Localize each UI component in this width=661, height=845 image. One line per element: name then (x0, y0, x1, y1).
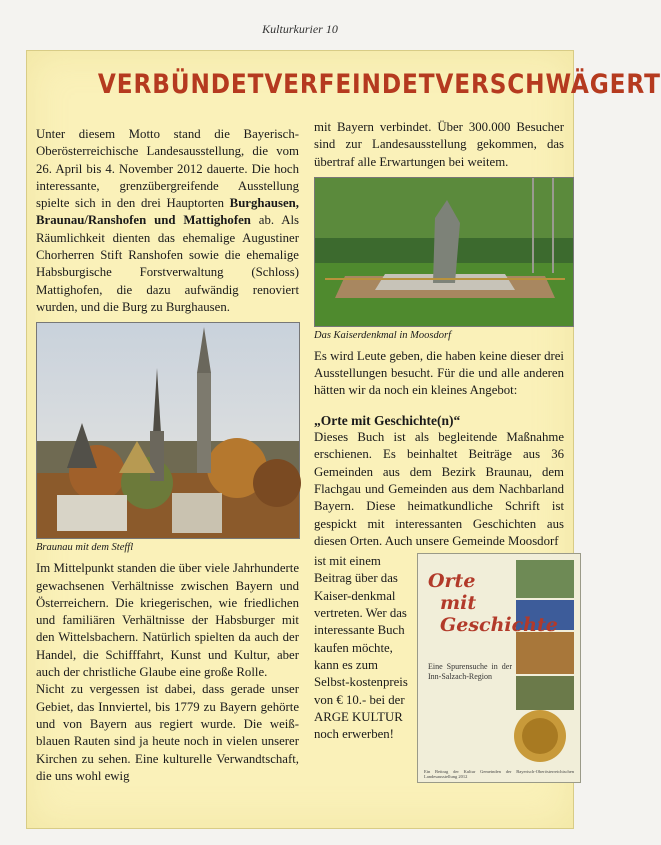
braunau-photo-caption: Braunau mit dem Steffl (36, 542, 134, 554)
intro-bold-places: Burghausen, Braunau/Ranshofen und Mattighofen (36, 196, 299, 228)
intro-text-a: Unter diesem Motto stand die Bayerisch-Oberösterreichische Landesausstellung, die vom 26. April bis 4. November 2012 dauerte. Die hoch interessante, grenzübergreifende Ausstellung spielte sich in den drei Hauptorten (36, 127, 299, 211)
running-head: Kulturkurier 10 (262, 22, 338, 36)
intro-paragraph (36, 126, 299, 316)
purchase-paragraph: ist mit einem Beitrag über das Kaiser-denkmal vertreten. Wer das interessante Buch kaufen möchte, kann es zum Selbst-kostenpreis von € 10.- bei der ARGE KULTUR noch erwerben! (314, 554, 408, 742)
headline-word-1: VERBÜNDET (97, 69, 265, 100)
braunau-skyline-image (37, 323, 299, 538)
intro-text-b: ab. Als Räumlichkeit dienten das ehemalige Augustiner Chorherren Stift Ranshofen sowie die ehemalige Habsburgische Forstverwaltung (Schloss) Mattighofen, die dazu aufwändig renoviert wurden, und die Burg zu Burghausen. (36, 213, 299, 314)
book-footer: Ein Beitrag der Kultur Gemeinden der Bayerisch-Oberösterreichischen Landesausstellung 2012 (424, 769, 574, 780)
offer-paragraph: Es wird Leute geben, die haben keine dieser drei Ausstellungen besucht. Für die und alle anderen hätten wir da noch ein kleines Angebot: (314, 348, 564, 398)
book-subtitle: Eine Spurensuche in der Inn-Salzach-Region (428, 662, 512, 682)
book-cover (417, 553, 581, 783)
braunau-photo (36, 322, 300, 539)
book-title (428, 570, 580, 636)
innviertel-paragraph: Nicht zu vergessen ist dabei, dass gerade unser Gebiet, das Innviertel, bis 1779 zu Bayern gehörte und von Bayern aus regiert wurde. Die weiß-blauen Rauten sind ja heute noch in vielen unserer Kirchen zu sehen. Eine kulturelle Verwandtschaft, die uns wohl ewig (36, 682, 299, 783)
book-subhead: „Orte mit Geschichte(n)“ (314, 412, 461, 428)
book-paragraph: Dieses Buch ist als begleitende Maßnahme erschienen. Es beinhaltet Beiträge aus 36 Gemeinden aus dem Bezirk Braunau, dem Flachgau und Gemeinden aus dem Nachbarland Bayern. Diese heimatkundliche Schrift ist gespickt mit interessanten Geschichten aus diesen Orten. Auch unsere Gemeinde Moosdorf (314, 430, 564, 548)
book-title-line-2: mit Geschichte (440, 592, 558, 637)
article-headline (65, 69, 661, 100)
article-panel (26, 50, 661, 829)
kaiserdenkmal-image (315, 178, 573, 326)
headline-word-2: VERFEINDET (264, 69, 436, 100)
left-column (36, 126, 299, 785)
kaiserdenkmal-caption: Das Kaiserdenkmal in Moosdorf (314, 329, 451, 341)
headline-word-3: VERSCHWÄGERT (435, 69, 661, 100)
continuation-paragraph: mit Bayern verbindet. Über 300.000 Besucher sind zur Landesausstellung gekommen, das übertraf alle Erwartungen bei weitem. (314, 120, 564, 169)
kaiserdenkmal-photo (314, 177, 574, 327)
book-wrap (314, 553, 574, 781)
right-column (314, 119, 574, 781)
main-paragraph: Im Mittelpunkt standen die über viele Jahrhunderte gewachsenen Verhältnisse zwischen Bayern und Österreichern. Die kriegerischen, wie friedlichen und familiären Verhältnisse der Habsburger mit den Wittelsbachern. Natürlich spielten da auch der Handel, die Schifffahrt, Kunst und Kultur, aber auch der christliche Glaube eine große Rolle. (36, 561, 299, 680)
book-title-line-1: Orte (428, 570, 476, 593)
